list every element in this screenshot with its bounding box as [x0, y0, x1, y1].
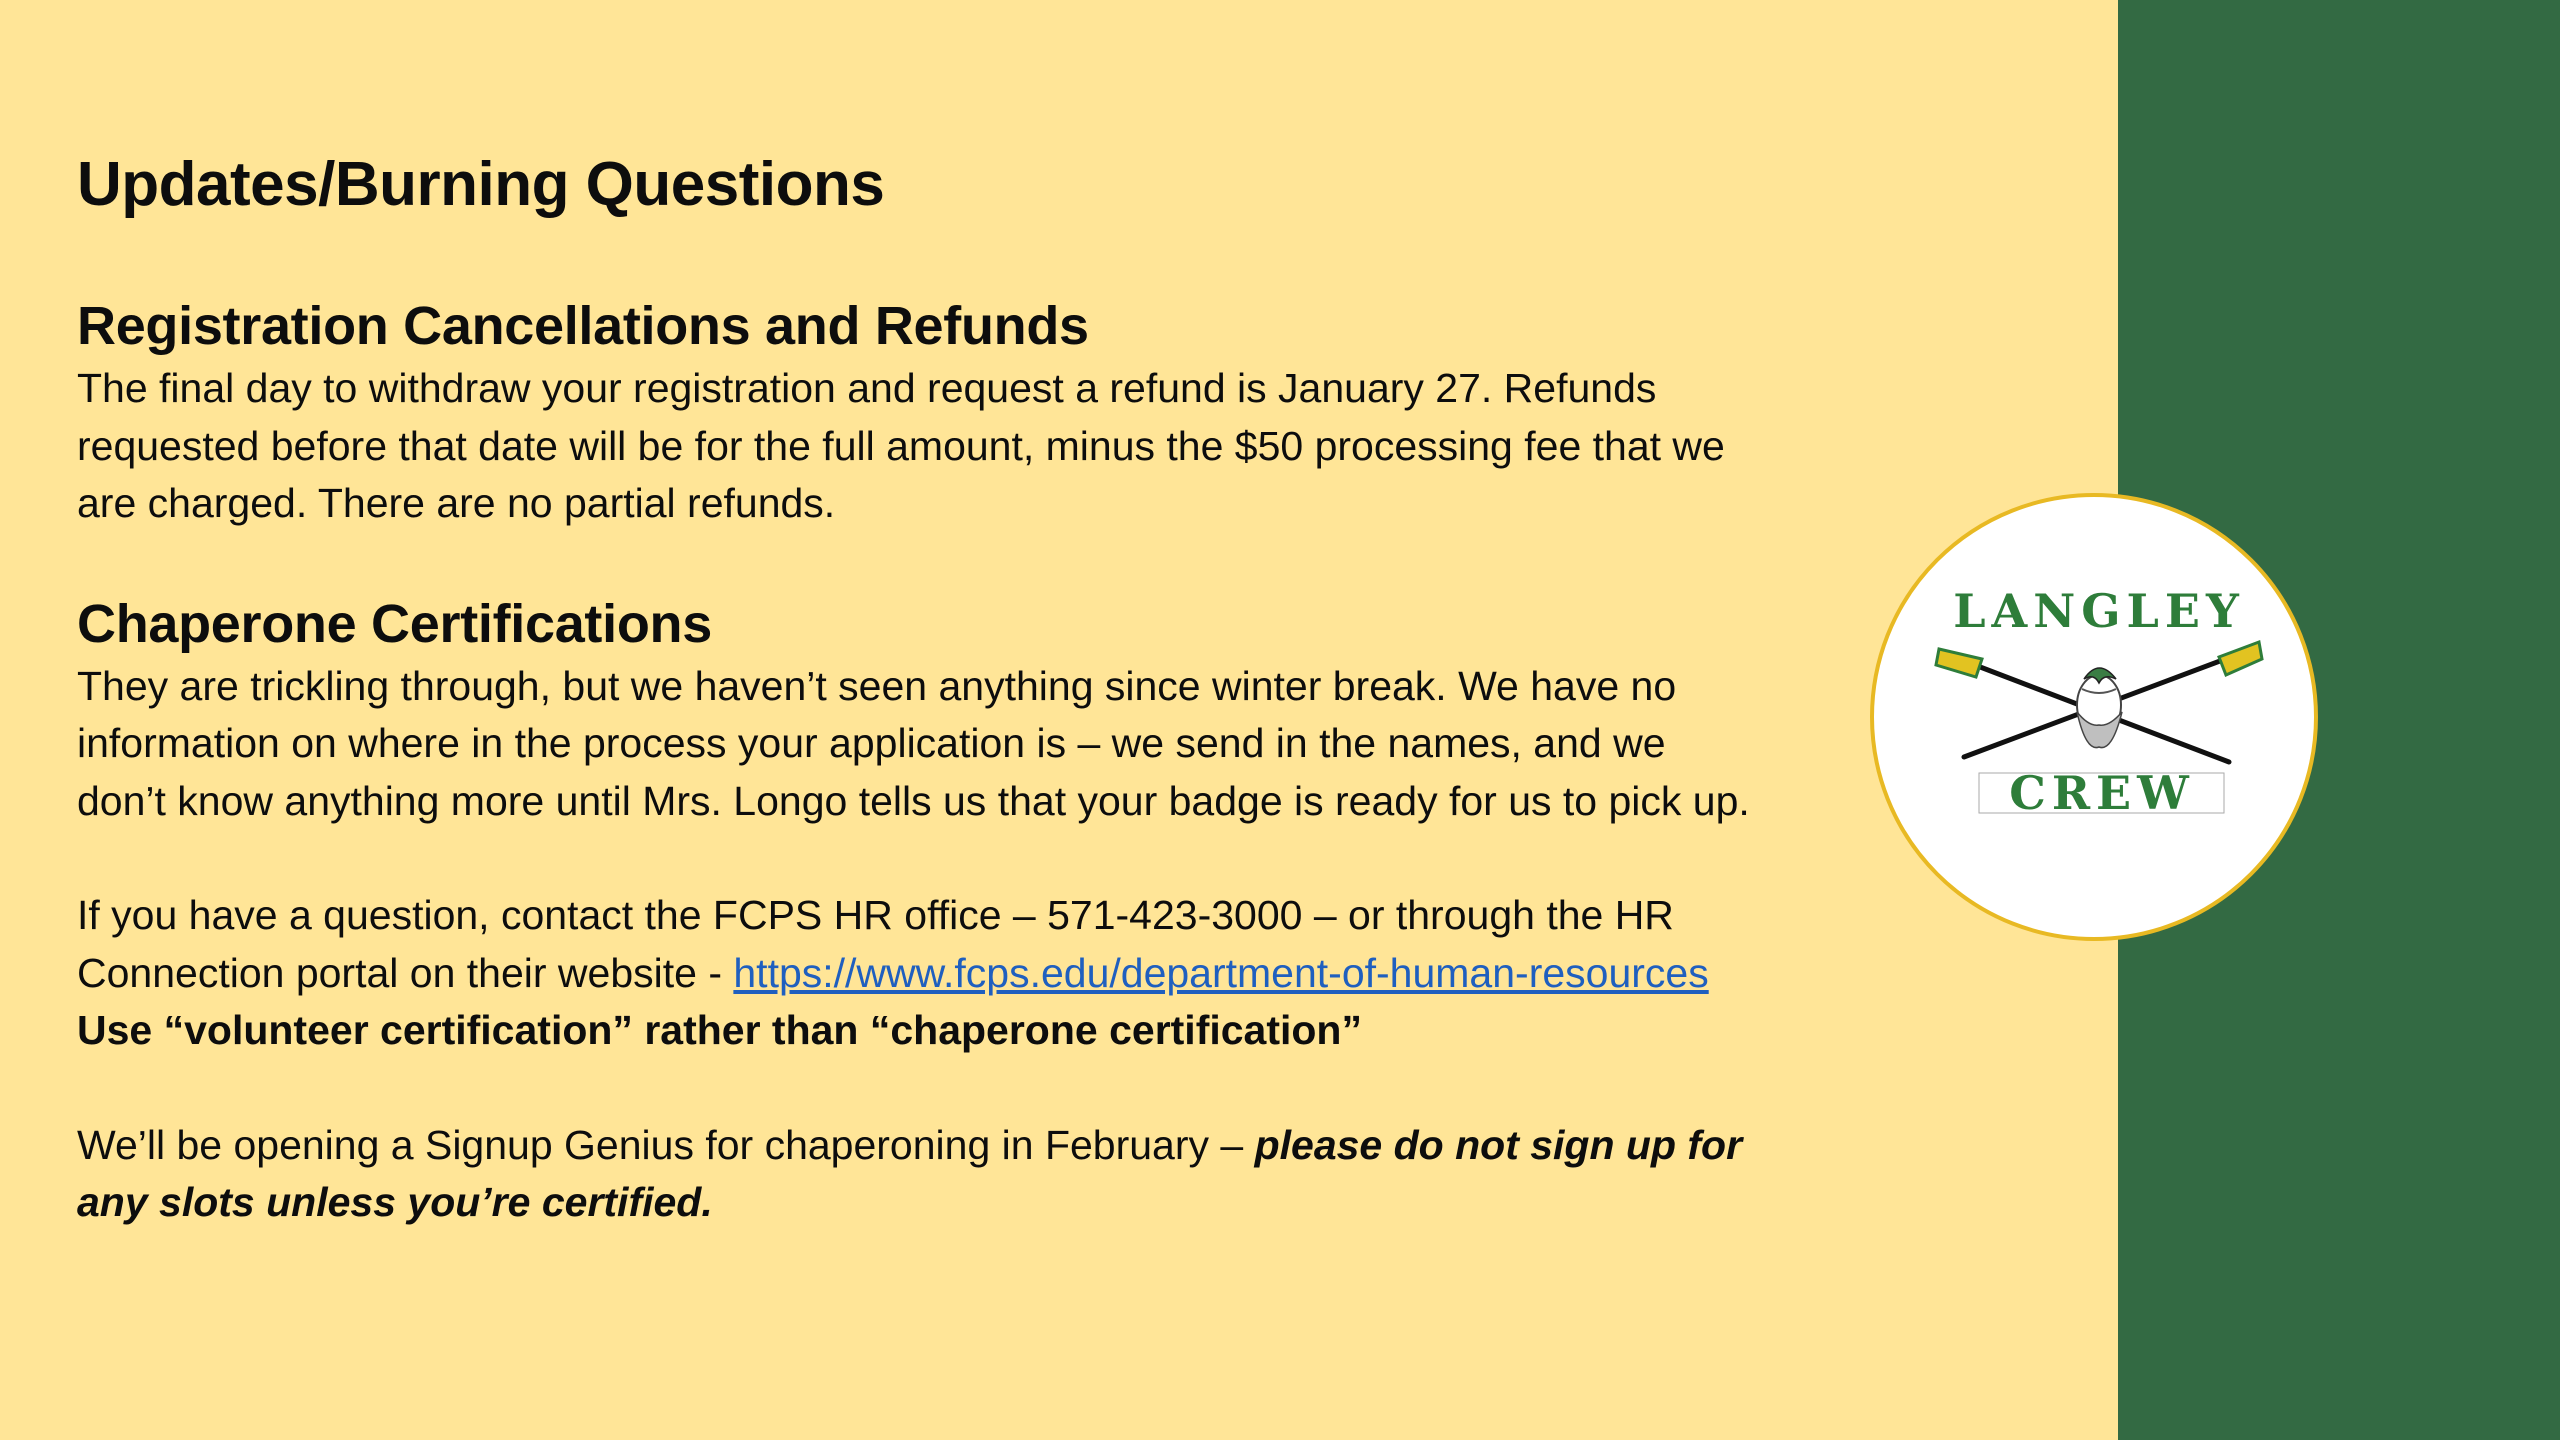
section-heading-refunds: Registration Cancellations and Refunds	[77, 296, 1089, 356]
contact-line-2-prefix: Connection portal on their website -	[77, 949, 734, 996]
signup-line-1	[77, 1117, 1907, 1175]
contact-line-2	[77, 945, 1907, 1003]
signup-line-1-regular: We’ll be opening a Signup Genius for chaperoning in February –	[77, 1121, 1255, 1168]
refunds-line-3: are charged. There are no partial refunds.	[77, 480, 836, 526]
logo-top-text: LANGLEY	[1953, 587, 2245, 638]
slide-title: Updates/Burning Questions	[77, 150, 885, 219]
certification-note: Use “volunteer certification” rather than “chaperone certification”	[77, 1007, 1362, 1053]
hr-website-link[interactable]: https://www.fcps.edu/department-of-human-resources	[733, 949, 1709, 996]
refunds-line-2: requested before that date will be for the full amount, minus the $50 processing fee that we	[77, 422, 1725, 469]
signup-emphasis-1: please do not sign up for	[1254, 1121, 1743, 1168]
chaperone-line-2: information on where in the process your application is – we send in the names, and we	[77, 720, 1666, 766]
logo-bottom-text: CREW	[2009, 766, 2195, 820]
chaperone-line-3: don’t know anything more until Mrs. Longo tells us that your badge is ready for us to pick up.	[77, 777, 1750, 824]
crossed-oars-viking-icon	[1934, 587, 2264, 827]
chaperone-line-1: They are trickling through, but we haven’t seen anything since winter break. We have no	[77, 662, 1677, 709]
signup-emphasis-2: any slots unless you’re certified.	[77, 1179, 713, 1225]
slide-content	[77, 140, 1907, 1232]
refunds-line-1: The final day to withdraw your registration and request a refund is January 27. Refunds	[77, 365, 1657, 411]
langley-crew-logo-badge	[1870, 493, 2318, 941]
contact-line-1: If you have a question, contact the FCPS HR office – 571-423-3000 – or through the HR	[77, 892, 1674, 938]
section-heading-chaperone: Chaperone Certifications	[77, 593, 712, 654]
